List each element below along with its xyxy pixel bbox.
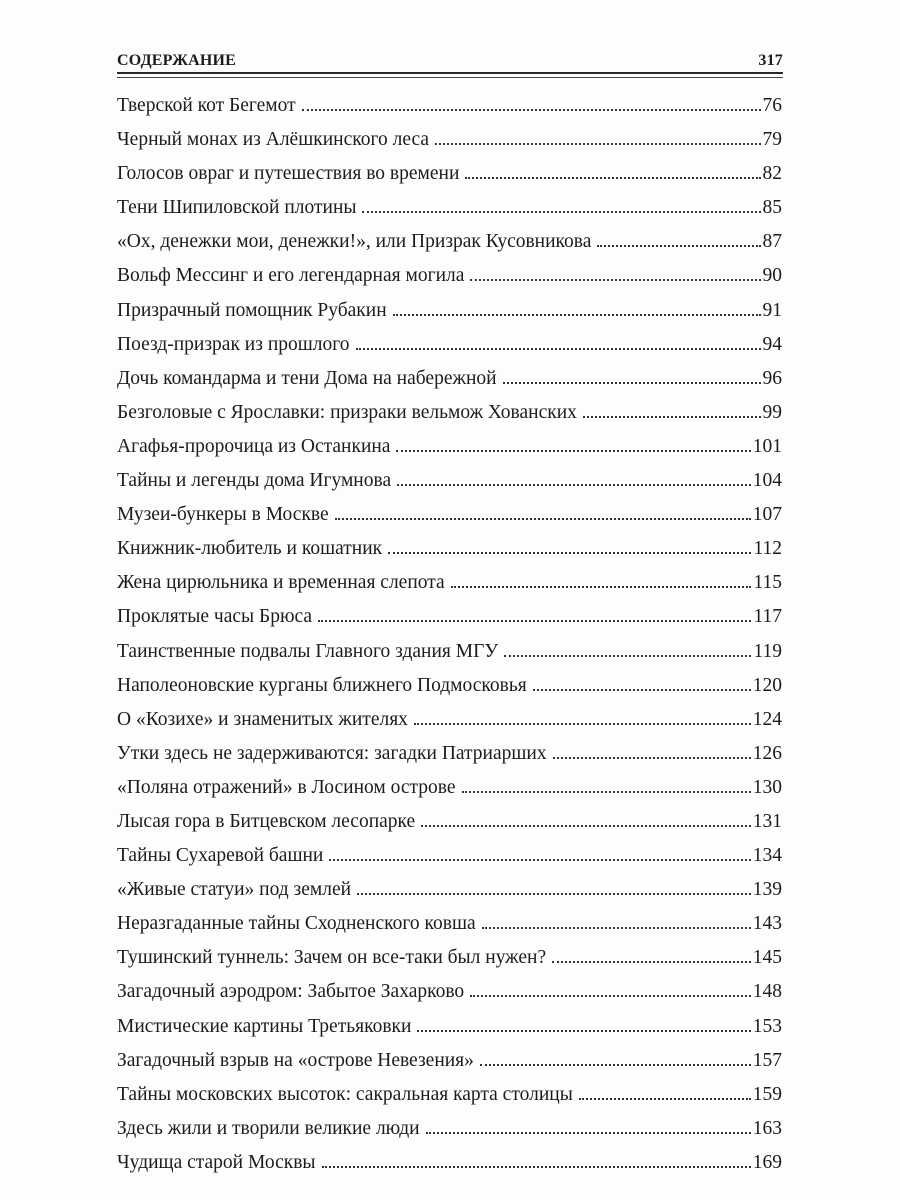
toc-leader-dots: [504, 655, 751, 657]
toc-leader-dots: [480, 1064, 751, 1066]
toc-leader-dots: [414, 723, 751, 725]
toc-entry: [117, 839, 782, 873]
toc-leader-dots: [462, 791, 751, 793]
toc-entry-page: 115: [753, 572, 782, 594]
toc-leader-dots: [553, 757, 751, 759]
toc-entry-page: 82: [762, 163, 782, 185]
toc-leader-dots: [482, 927, 751, 929]
toc-leader-dots: [533, 689, 751, 691]
toc-entry-page: 120: [752, 674, 782, 696]
toc-leader-dots: [465, 177, 760, 179]
toc-entry-page: 96: [762, 367, 782, 389]
toc-entry-page: 90: [762, 265, 782, 287]
toc-entry: [117, 225, 782, 259]
toc-entry-title: Тени Шипиловской плотины: [117, 197, 357, 219]
toc-entry-page: 126: [752, 742, 782, 764]
toc-entry-title: «Поляна отражений» в Лосином острове: [117, 776, 456, 798]
toc-entry-page: 157: [752, 1049, 782, 1071]
toc-leader-dots: [470, 279, 760, 281]
toc-entry-page: 91: [762, 299, 782, 321]
toc-entry: [117, 771, 782, 805]
toc-entry: [117, 1112, 782, 1146]
toc-leader-dots: [302, 109, 761, 111]
toc-leader-dots: [421, 825, 751, 827]
toc-entry-title: Тайны и легенды дома Игумнова: [117, 470, 392, 492]
toc-entry-title: Мистические картины Третьяковки: [117, 1015, 412, 1037]
toc-leader-dots: [397, 484, 751, 486]
toc-entry-title: Наполеоновские курганы ближнего Подмосковья: [117, 674, 527, 696]
toc-entry-page: 148: [752, 981, 782, 1003]
toc-entry-title: Загадочный взрыв на «острове Невезения»: [117, 1049, 474, 1071]
toc-entry: [117, 1078, 782, 1112]
toc-entry-title: «Ох, денежки мои, денежки!», или Призрак Кусовникова: [117, 231, 592, 253]
toc-entry-title: Поезд-призрак из прошлого: [117, 333, 350, 355]
toc-entry-page: 163: [752, 1117, 782, 1139]
toc-leader-dots: [583, 416, 761, 418]
toc-entry-page: 134: [752, 845, 782, 867]
toc-entry: [117, 975, 782, 1009]
toc-entry-title: Загадочный аэродром: Забытое Захарково: [117, 981, 465, 1003]
toc-leader-dots: [356, 348, 761, 350]
toc-entry: [117, 362, 782, 396]
toc-entry-title: Голосов овраг и путешествия во времени: [117, 163, 460, 185]
toc-entry: [117, 941, 782, 975]
toc-entry-page: 85: [762, 197, 782, 219]
toc-entry-title: О «Козихе» и знаменитых жителях: [117, 708, 408, 730]
toc-entry: [117, 907, 782, 941]
toc-leader-dots: [597, 245, 760, 247]
toc-leader-dots: [396, 450, 750, 452]
toc-leader-dots: [435, 143, 760, 145]
toc-entry: [117, 464, 782, 498]
toc-entry-title: Призрачный помощник Рубакин: [117, 299, 387, 321]
toc-entry-page: 124: [752, 708, 782, 730]
toc-entry: [117, 89, 782, 123]
toc-entry: [117, 396, 782, 430]
toc-entry: [117, 635, 782, 669]
toc-entry-title: Жена цирюльника и временная слепота: [117, 572, 445, 594]
toc-leader-dots: [357, 893, 751, 895]
toc-entry: [117, 737, 782, 771]
toc-entry: [117, 669, 782, 703]
toc-entry: [117, 259, 782, 293]
toc-entry: [117, 566, 782, 600]
toc-leader-dots: [552, 961, 751, 963]
toc-entry-title: Здесь жили и творили великие люди: [117, 1117, 420, 1139]
toc-entry-page: 99: [762, 401, 782, 423]
toc-entry-title: Книжник-любитель и кошатник: [117, 538, 383, 560]
toc-entry: [117, 805, 782, 839]
toc-entry: [117, 532, 782, 566]
toc-entry: [117, 191, 782, 225]
section-title: СОДЕРЖАНИЕ: [117, 52, 237, 69]
toc-entry-title: Безголовые с Ярославки: призраки вельмож Хованских: [117, 401, 577, 423]
toc-entry: [117, 1010, 782, 1044]
toc-leader-dots: [318, 620, 751, 622]
toc-entry: [117, 498, 782, 532]
toc-entry-title: Вольф Мессинг и его легендарная могила: [117, 265, 465, 287]
toc-entry-page: 145: [752, 947, 782, 969]
toc-leader-dots: [579, 1098, 751, 1100]
toc-leader-dots: [393, 314, 761, 316]
toc-entry-title: Таинственные подвалы Главного здания МГУ: [117, 640, 499, 662]
toc-entry: [117, 328, 782, 362]
toc-entry-page: 79: [762, 129, 782, 151]
toc-entry-title: Дочь командарма и тени Дома на набережной: [117, 367, 497, 389]
toc-entry-page: 131: [752, 810, 782, 832]
toc-leader-dots: [329, 859, 750, 861]
toc-entry-title: Тайны московских высоток: сакральная карта столицы: [117, 1083, 573, 1105]
toc-entry: [117, 157, 782, 191]
toc-leader-dots: [388, 552, 751, 554]
toc-entry-title: Тушинский туннель: Зачем он все-таки был нужен?: [117, 947, 547, 969]
toc-entry-title: Черный монах из Алёшкинского леса: [117, 129, 430, 151]
toc-entry-title: Тверской кот Бегемот: [117, 95, 296, 116]
toc-entry: [117, 873, 782, 907]
header-rule-thin: [117, 77, 783, 78]
toc-entry: [117, 703, 782, 737]
toc-leader-dots: [362, 211, 760, 213]
toc-entry-page: 76: [762, 95, 782, 116]
toc-entry: [117, 600, 782, 634]
toc-entry: [117, 1146, 782, 1180]
toc-entry-title: Агафья-пророчица из Останкина: [117, 435, 391, 457]
toc-entry-page: 130: [752, 776, 782, 798]
table-of-contents: [117, 89, 782, 1180]
toc-entry: [117, 294, 782, 328]
toc-leader-dots: [451, 586, 752, 588]
toc-entry-title: Неразгаданные тайны Сходненского ковша: [117, 913, 476, 935]
toc-entry: [117, 430, 782, 464]
page-number: 317: [758, 52, 783, 69]
toc-entry-page: 107: [752, 504, 782, 526]
toc-entry-page: 87: [762, 231, 782, 253]
header-rule-thick: [117, 72, 783, 74]
toc-leader-dots: [335, 518, 751, 520]
toc-leader-dots: [426, 1132, 751, 1134]
toc-entry-page: 101: [752, 435, 782, 457]
toc-entry-title: Тайны Сухаревой башни: [117, 845, 324, 867]
toc-entry-page: 153: [752, 1015, 782, 1037]
toc-entry-title: Проклятые часы Брюса: [117, 606, 313, 628]
toc-entry-title: Лысая гора в Битцевском лесопарке: [117, 810, 416, 832]
toc-entry-page: 104: [752, 470, 782, 492]
toc-leader-dots: [503, 382, 761, 384]
toc-entry-title: «Живые статуи» под землей: [117, 879, 352, 901]
toc-entry-page: 112: [753, 538, 782, 560]
toc-leader-dots: [322, 1166, 751, 1168]
toc-entry-title: Утки здесь не задерживаются: загадки Патриарших: [117, 742, 547, 764]
running-head: [117, 46, 783, 70]
toc-entry: [117, 123, 782, 157]
toc-entry-page: 169: [752, 1151, 782, 1173]
toc-entry-title: Чудища старой Москвы: [117, 1151, 316, 1173]
toc-entry-page: 94: [762, 333, 782, 355]
toc-entry-page: 143: [752, 913, 782, 935]
toc-entry-page: 139: [752, 879, 782, 901]
toc-entry-page: 119: [753, 640, 782, 662]
toc-entry-page: 117: [753, 606, 782, 628]
toc-entry-title: Музеи-бункеры в Москве: [117, 504, 329, 526]
toc-leader-dots: [470, 995, 751, 997]
toc-entry: [117, 1044, 782, 1078]
toc-entry-page: 159: [752, 1083, 782, 1105]
toc-leader-dots: [417, 1030, 750, 1032]
